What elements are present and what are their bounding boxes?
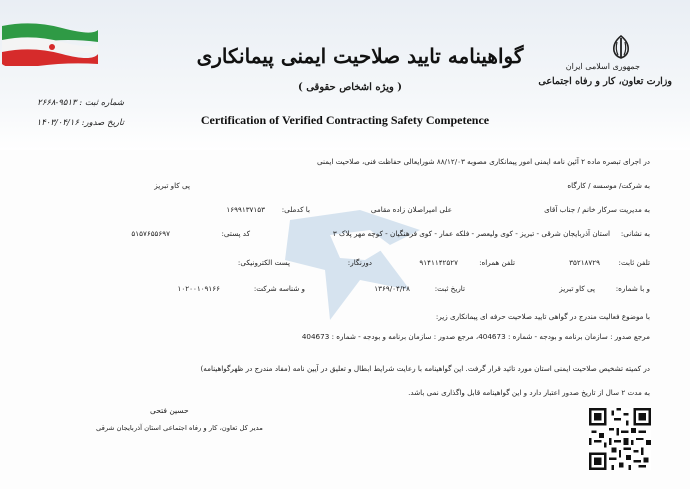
mobile-label: تلفن همراه: [479,258,515,267]
national-code-value: ۱۶۹۹۱۳۷۱۵۳ [226,205,265,214]
fax-label: دورنگار: [347,258,372,267]
activity-text: با موضوع فعالیت مندرج در گواهی تایید صلاحیت حرفه ای پیمانکاری زیر: [435,312,650,321]
signer-title: مدیر کل تعاون، کار و رفاه اجتماعی استان آذربایجان شرقی [96,424,263,432]
cert-number: شماره ثبت : ۹۵۱۳-۲۶۶۸ [37,98,124,108]
qr-code[interactable] [589,408,651,470]
intro-text: در اجرای تبصره ماده ۲ آئین نامه ایمنی امور پیمانکاری مصوبه ۸۸/۱۲/۰۳ شورایعالی حفاظت فنی، صلاحیت ایمنی [317,157,650,166]
reg-date-label: تاریخ ثبت: [434,284,465,293]
iran-flag-icon [2,22,98,66]
subtitle-persian: ( ویژه اشخاص حقوقی ) [297,82,403,93]
reg-date-value: ۱۳۶۹/۰۴/۲۸ [374,284,410,293]
address-label: به نشانی: [620,229,650,238]
phone-value: ۳۵۲۱۸۷۲۹ [569,258,600,267]
gov-line-republic: جمهوری اسلامی ایران [565,62,640,71]
phone-label: تلفن ثابت: [618,258,650,267]
validity-text: به مدت ۲ سال از تاریخ صدور اعتبار دارد و این گواهینامه قابل واگذاری نمی باشد. [408,388,650,397]
brand-label: و با شماره: [615,284,650,293]
email-label: پست الکترونیکی: [237,258,290,267]
national-code-label: با کدملی: [281,205,310,214]
gov-line-ministry: وزارت تعاون، کار و رفاه اجتماعی [538,76,672,87]
nid-label: و شناسه شرکت: [253,284,305,293]
mobile-value: ۹۱۴۱۱۴۲۵۲۷ [419,258,458,267]
company-label: به شرکت/ موسسه / کارگاه [567,181,650,190]
title-english: Certification of Verified Contracting Safety Competence [200,113,490,127]
reference-text: مرجع صدور : سازمان برنامه و بودجه - شماره : 404673، مرجع صدور : سازمان برنامه و بودجه - شماره : 404673 [301,332,650,341]
signer-name: حسین فتحی [150,406,189,415]
postal-label: کد پستی: [221,229,250,238]
iran-emblem-icon [608,34,634,60]
address-value: استان آذربایجان شرقی - تبریز - کوی ولیعصر - فلکه عمار - کوی فرهنگیان - کوچه مهر پلاک ۳ [332,229,610,238]
manager-label: به مدیریت سرکار خانم / جناب آقای [544,205,650,214]
approval-text: در کمیته تشخیص صلاحیت ایمنی استان مورد تائید قرار گرفت. این گواهینامه با رعایت شرایط ابطال و تعلیق در آیین نامه (مفاد مندرج در ظهرگواهینامه) [200,364,650,373]
title-persian: گواهینامه تایید صلاحیت ایمنی پیمانکاری [196,44,524,68]
postal-value: ۵۱۵۷۶۵۵۶۹۷ [131,229,170,238]
nid-value: ۱۰۲۰۰۱۰۹۱۶۶ [177,284,220,293]
brand-value: پی کاو تبریز [559,284,595,293]
company-value: پی کاو تبریز [154,181,190,190]
issue-date: تاریخ صدور: ۱۴۰۳/۰۴/۱۶ [36,118,124,128]
manager-value: علی امیراصلان زاده مقامی [370,205,452,214]
